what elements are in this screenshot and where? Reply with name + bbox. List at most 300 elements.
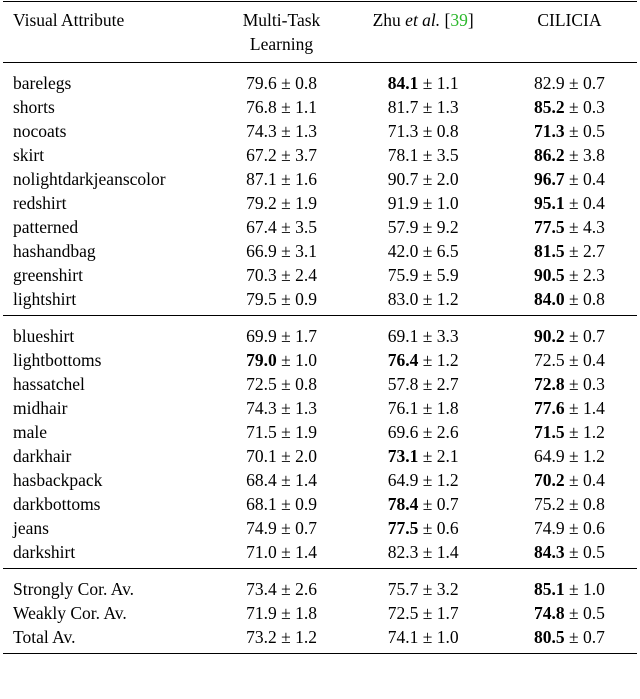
zhu-std: 1.2 xyxy=(436,289,459,309)
table-row xyxy=(3,420,637,444)
zhu-mean: 78.1 xyxy=(387,145,419,165)
averages-group xyxy=(3,569,637,654)
plus-minus: ± xyxy=(418,603,437,623)
cil-std: 3.8 xyxy=(582,145,605,165)
attribute-name: Total Av. xyxy=(13,627,76,647)
plus-minus: ± xyxy=(276,326,296,346)
mtl-mean: 66.9 xyxy=(246,241,277,261)
attribute-name: darkhair xyxy=(13,446,72,466)
cil-mean: 70.2 xyxy=(534,470,565,490)
mtl-mean: 71.9 xyxy=(246,603,277,623)
plus-minus: ± xyxy=(564,169,583,189)
mtl-mean: 74.9 xyxy=(246,518,277,538)
header-cilicia: CILICIA xyxy=(537,10,602,30)
plus-minus: ± xyxy=(564,518,583,538)
plus-minus: ± xyxy=(564,121,583,141)
plus-minus: ± xyxy=(418,169,437,189)
mtl-mean: 76.8 xyxy=(246,97,277,117)
cil-mean: 74.9 xyxy=(534,518,565,538)
mtl-std: 3.5 xyxy=(295,217,317,237)
cil-std: 0.5 xyxy=(582,542,605,562)
header-mtl-line1: Multi-Task xyxy=(242,10,321,30)
mtl-mean: 87.1 xyxy=(246,169,277,189)
plus-minus: ± xyxy=(564,73,583,93)
plus-minus: ± xyxy=(564,398,583,418)
cil-std: 0.7 xyxy=(582,627,605,647)
plus-minus: ± xyxy=(418,73,437,93)
mtl-score xyxy=(219,372,345,396)
cil-score xyxy=(502,420,637,444)
cil-std: 2.3 xyxy=(582,265,605,285)
mtl-std: 1.4 xyxy=(295,470,317,490)
table-row xyxy=(3,540,637,569)
mtl-mean: 71.0 xyxy=(246,542,277,562)
plus-minus: ± xyxy=(276,289,296,309)
plus-minus: ± xyxy=(276,494,296,514)
table-row xyxy=(3,239,637,263)
mtl-score xyxy=(219,396,345,420)
table-row xyxy=(3,396,637,420)
mtl-score xyxy=(219,95,345,119)
plus-minus: ± xyxy=(276,73,296,93)
plus-minus: ± xyxy=(418,326,437,346)
zhu-mean: 74.1 xyxy=(387,627,419,647)
attribute-name: nocoats xyxy=(13,121,67,141)
attribute-name: Strongly Cor. Av. xyxy=(13,579,135,599)
plus-minus: ± xyxy=(276,470,296,490)
cil-std: 0.7 xyxy=(582,326,605,346)
mtl-score xyxy=(219,516,345,540)
plus-minus: ± xyxy=(276,121,296,141)
plus-minus: ± xyxy=(276,518,296,538)
attribute-name: lightshirt xyxy=(13,289,77,309)
plus-minus: ± xyxy=(276,265,296,285)
mtl-std: 3.7 xyxy=(295,145,317,165)
plus-minus: ± xyxy=(276,217,296,237)
mtl-mean: 72.5 xyxy=(246,374,277,394)
plus-minus: ± xyxy=(276,169,296,189)
table-row xyxy=(3,601,637,625)
mtl-std: 1.9 xyxy=(295,422,317,442)
zhu-std: 0.7 xyxy=(436,494,459,514)
table-row xyxy=(3,263,637,287)
table-row xyxy=(3,372,637,396)
zhu-std: 3.2 xyxy=(436,579,459,599)
cil-mean: 96.7 xyxy=(534,169,565,189)
cil-std: 0.7 xyxy=(582,73,605,93)
cil-score xyxy=(502,444,637,468)
zhu-std: 1.2 xyxy=(436,470,459,490)
plus-minus: ± xyxy=(276,241,296,261)
mtl-score xyxy=(219,316,345,349)
cil-mean: 86.2 xyxy=(534,145,565,165)
cil-score xyxy=(502,516,637,540)
cil-std: 0.8 xyxy=(582,289,605,309)
cil-score xyxy=(502,239,637,263)
zhu-score xyxy=(344,492,501,516)
table-row xyxy=(3,348,637,372)
zhu-score xyxy=(344,95,501,119)
mtl-std: 0.7 xyxy=(295,518,317,538)
cil-score xyxy=(502,348,637,372)
strongly-correlated-group xyxy=(3,63,637,316)
attribute-name: blueshirt xyxy=(13,326,75,346)
cil-mean: 84.3 xyxy=(534,542,565,562)
cil-mean: 80.5 xyxy=(534,627,565,647)
header-visual-attribute: Visual Attribute xyxy=(13,10,125,30)
mtl-score xyxy=(219,215,345,239)
mtl-mean: 73.4 xyxy=(246,579,277,599)
zhu-mean: 90.7 xyxy=(387,169,419,189)
mtl-score xyxy=(219,420,345,444)
mtl-std: 1.3 xyxy=(295,121,317,141)
plus-minus: ± xyxy=(276,350,296,370)
zhu-std: 1.2 xyxy=(436,350,459,370)
plus-minus: ± xyxy=(418,627,437,647)
mtl-std: 2.6 xyxy=(295,579,317,599)
zhu-mean: 83.0 xyxy=(387,289,419,309)
cil-mean: 85.2 xyxy=(534,97,565,117)
cil-mean: 95.1 xyxy=(534,193,565,213)
cil-std: 0.8 xyxy=(582,494,605,514)
plus-minus: ± xyxy=(418,350,437,370)
header-multi-task-learning xyxy=(219,2,345,63)
zhu-mean: 72.5 xyxy=(387,603,419,623)
mtl-std: 0.8 xyxy=(295,374,317,394)
mtl-std: 0.9 xyxy=(295,494,317,514)
cil-score xyxy=(502,372,637,396)
plus-minus: ± xyxy=(418,241,437,261)
plus-minus: ± xyxy=(564,145,583,165)
zhu-std: 1.3 xyxy=(436,97,459,117)
mtl-std: 1.8 xyxy=(295,603,317,623)
zhu-mean: 75.7 xyxy=(387,579,419,599)
plus-minus: ± xyxy=(564,603,583,623)
zhu-std: 1.0 xyxy=(436,193,459,213)
plus-minus: ± xyxy=(418,374,437,394)
citation-link[interactable]: 39 xyxy=(450,10,468,30)
zhu-score xyxy=(344,348,501,372)
table-row xyxy=(3,444,637,468)
cil-score xyxy=(502,191,637,215)
table-header xyxy=(3,2,637,63)
plus-minus: ± xyxy=(276,627,296,647)
zhu-std: 2.1 xyxy=(436,446,459,466)
mtl-mean: 67.2 xyxy=(246,145,277,165)
table-row xyxy=(3,215,637,239)
attribute-name: jeans xyxy=(13,518,49,538)
plus-minus: ± xyxy=(276,579,296,599)
mtl-mean: 68.1 xyxy=(246,494,277,514)
cil-std: 1.2 xyxy=(582,446,605,466)
attribute-name: patterned xyxy=(13,217,79,237)
plus-minus: ± xyxy=(564,289,583,309)
results-table xyxy=(3,1,637,654)
zhu-std: 6.5 xyxy=(436,241,459,261)
zhu-score xyxy=(344,239,501,263)
table-row xyxy=(3,492,637,516)
mtl-std: 0.9 xyxy=(295,289,317,309)
header-zhu-etal: et al. xyxy=(405,10,441,30)
zhu-std: 2.7 xyxy=(436,374,459,394)
cil-std: 0.3 xyxy=(582,97,605,117)
table-row xyxy=(3,119,637,143)
zhu-mean: 69.6 xyxy=(387,422,419,442)
mtl-mean: 79.5 xyxy=(246,289,277,309)
zhu-std: 1.1 xyxy=(436,73,459,93)
zhu-score xyxy=(344,63,501,96)
plus-minus: ± xyxy=(276,145,296,165)
plus-minus: ± xyxy=(564,627,583,647)
plus-minus: ± xyxy=(418,542,437,562)
plus-minus: ± xyxy=(564,97,583,117)
zhu-mean: 81.7 xyxy=(387,97,419,117)
zhu-std: 2.6 xyxy=(436,422,459,442)
table-row xyxy=(3,143,637,167)
plus-minus: ± xyxy=(564,217,583,237)
mtl-std: 1.3 xyxy=(295,398,317,418)
mtl-mean: 71.5 xyxy=(246,422,277,442)
plus-minus: ± xyxy=(418,145,437,165)
cil-score xyxy=(502,569,637,602)
zhu-score xyxy=(344,396,501,420)
plus-minus: ± xyxy=(564,193,583,213)
zhu-mean: 57.8 xyxy=(387,374,419,394)
zhu-score xyxy=(344,143,501,167)
mtl-mean: 70.3 xyxy=(246,265,277,285)
cil-score xyxy=(502,263,637,287)
zhu-score xyxy=(344,516,501,540)
cil-score xyxy=(502,468,637,492)
zhu-score xyxy=(344,191,501,215)
mtl-score xyxy=(219,569,345,602)
zhu-std: 1.0 xyxy=(436,627,459,647)
zhu-score xyxy=(344,287,501,316)
plus-minus: ± xyxy=(418,422,437,442)
cil-mean: 75.2 xyxy=(534,494,565,514)
attribute-name: nolightdarkjeanscolor xyxy=(13,169,166,189)
cil-mean: 90.2 xyxy=(534,326,565,346)
attribute-name: barelegs xyxy=(13,73,72,93)
cil-mean: 84.0 xyxy=(534,289,565,309)
plus-minus: ± xyxy=(418,398,437,418)
zhu-score xyxy=(344,540,501,569)
plus-minus: ± xyxy=(564,350,583,370)
zhu-std: 0.6 xyxy=(436,518,459,538)
cil-score xyxy=(502,63,637,96)
zhu-mean: 84.1 xyxy=(387,73,419,93)
cil-mean: 74.8 xyxy=(534,603,565,623)
zhu-score xyxy=(344,119,501,143)
zhu-std: 1.7 xyxy=(436,603,459,623)
zhu-mean: 64.9 xyxy=(387,470,419,490)
mtl-score xyxy=(219,601,345,625)
plus-minus: ± xyxy=(418,289,437,309)
zhu-mean: 69.1 xyxy=(387,326,419,346)
cil-score xyxy=(502,540,637,569)
cil-std: 1.4 xyxy=(582,398,605,418)
mtl-std: 2.4 xyxy=(295,265,317,285)
zhu-mean: 75.9 xyxy=(387,265,419,285)
plus-minus: ± xyxy=(564,470,583,490)
mtl-std: 1.0 xyxy=(295,350,317,370)
mtl-score xyxy=(219,167,345,191)
zhu-score xyxy=(344,569,501,602)
attribute-name: shorts xyxy=(13,97,55,117)
mtl-mean: 68.4 xyxy=(246,470,277,490)
zhu-std: 1.4 xyxy=(436,542,459,562)
mtl-score xyxy=(219,287,345,316)
plus-minus: ± xyxy=(564,422,583,442)
cil-std: 0.4 xyxy=(582,470,605,490)
table-row xyxy=(3,516,637,540)
mtl-score xyxy=(219,625,345,654)
header-mtl-line2: Learning xyxy=(249,34,314,54)
mtl-std: 1.4 xyxy=(295,542,317,562)
plus-minus: ± xyxy=(418,193,437,213)
mtl-std: 2.0 xyxy=(295,446,317,466)
zhu-std: 9.2 xyxy=(436,217,459,237)
header-zhu-et-al xyxy=(344,2,501,63)
zhu-mean: 42.0 xyxy=(387,241,419,261)
cil-mean: 64.9 xyxy=(534,446,565,466)
cil-score xyxy=(502,95,637,119)
attribute-name: lightbottoms xyxy=(13,350,102,370)
mtl-std: 1.1 xyxy=(295,97,317,117)
mtl-mean: 79.0 xyxy=(246,350,277,370)
mtl-score xyxy=(219,63,345,96)
cil-mean: 71.3 xyxy=(534,121,565,141)
cil-mean: 77.6 xyxy=(534,398,565,418)
zhu-score xyxy=(344,468,501,492)
cil-mean: 72.5 xyxy=(534,350,565,370)
cil-std: 1.2 xyxy=(582,422,605,442)
attribute-name: hashandbag xyxy=(13,241,96,261)
cil-std: 1.0 xyxy=(582,579,605,599)
mtl-mean: 74.3 xyxy=(246,121,277,141)
mtl-score xyxy=(219,444,345,468)
cil-std: 0.6 xyxy=(582,518,605,538)
plus-minus: ± xyxy=(564,374,583,394)
table-row xyxy=(3,63,637,96)
mtl-score xyxy=(219,263,345,287)
cil-score xyxy=(502,316,637,349)
plus-minus: ± xyxy=(564,494,583,514)
plus-minus: ± xyxy=(564,265,583,285)
mtl-score xyxy=(219,191,345,215)
attribute-name: hasbackpack xyxy=(13,470,103,490)
plus-minus: ± xyxy=(564,326,583,346)
header-zhu-name: Zhu xyxy=(372,10,406,30)
plus-minus: ± xyxy=(564,542,583,562)
cil-score xyxy=(502,625,637,654)
zhu-std: 5.9 xyxy=(436,265,459,285)
mtl-score xyxy=(219,540,345,569)
cil-mean: 82.9 xyxy=(534,73,565,93)
zhu-mean: 82.3 xyxy=(387,542,419,562)
plus-minus: ± xyxy=(418,470,437,490)
zhu-mean: 91.9 xyxy=(387,193,419,213)
zhu-score xyxy=(344,420,501,444)
attribute-name: darkbottoms xyxy=(13,494,101,514)
cil-mean: 85.1 xyxy=(534,579,565,599)
mtl-mean: 73.2 xyxy=(246,627,277,647)
cil-mean: 72.8 xyxy=(534,374,565,394)
mtl-std: 1.2 xyxy=(295,627,317,647)
zhu-std: 2.0 xyxy=(436,169,459,189)
attribute-name: midhair xyxy=(13,398,68,418)
zhu-score xyxy=(344,601,501,625)
attribute-name: hassatchel xyxy=(13,374,85,394)
zhu-std: 1.8 xyxy=(436,398,459,418)
zhu-std: 3.5 xyxy=(436,145,459,165)
header-row xyxy=(3,2,637,63)
weakly-correlated-group xyxy=(3,316,637,569)
attribute-name: greenshirt xyxy=(13,265,83,285)
table-row xyxy=(3,95,637,119)
mtl-std: 1.6 xyxy=(295,169,317,189)
attribute-name: darkshirt xyxy=(13,542,76,562)
mtl-score xyxy=(219,119,345,143)
cil-score xyxy=(502,215,637,239)
cil-score xyxy=(502,167,637,191)
zhu-score xyxy=(344,215,501,239)
mtl-score xyxy=(219,239,345,263)
mtl-std: 0.8 xyxy=(295,73,317,93)
table-row xyxy=(3,191,637,215)
mtl-score xyxy=(219,348,345,372)
table-row xyxy=(3,569,637,602)
plus-minus: ± xyxy=(276,422,296,442)
zhu-std: 0.8 xyxy=(436,121,459,141)
cil-std: 0.4 xyxy=(582,169,605,189)
plus-minus: ± xyxy=(276,398,296,418)
header-cite-open: [ xyxy=(440,10,451,30)
mtl-std: 1.7 xyxy=(295,326,317,346)
plus-minus: ± xyxy=(418,494,437,514)
plus-minus: ± xyxy=(418,579,437,599)
cil-score xyxy=(502,119,637,143)
attribute-name: redshirt xyxy=(13,193,67,213)
cil-score xyxy=(502,396,637,420)
cil-score xyxy=(502,143,637,167)
cil-mean: 71.5 xyxy=(534,422,565,442)
zhu-mean: 77.5 xyxy=(387,518,419,538)
cil-score xyxy=(502,287,637,316)
table-row xyxy=(3,287,637,316)
plus-minus: ± xyxy=(418,217,437,237)
cil-std: 4.3 xyxy=(582,217,605,237)
zhu-score xyxy=(344,316,501,349)
attribute-name: skirt xyxy=(13,145,45,165)
zhu-score xyxy=(344,167,501,191)
plus-minus: ± xyxy=(276,97,296,117)
zhu-mean: 73.1 xyxy=(387,446,419,466)
zhu-mean: 71.3 xyxy=(387,121,419,141)
plus-minus: ± xyxy=(564,579,583,599)
cil-score xyxy=(502,601,637,625)
mtl-std: 1.9 xyxy=(295,193,317,213)
mtl-score xyxy=(219,492,345,516)
mtl-score xyxy=(219,143,345,167)
attribute-name: Weakly Cor. Av. xyxy=(13,603,127,623)
zhu-std: 3.3 xyxy=(436,326,459,346)
plus-minus: ± xyxy=(564,241,583,261)
mtl-score xyxy=(219,468,345,492)
mtl-mean: 70.1 xyxy=(246,446,277,466)
plus-minus: ± xyxy=(418,97,437,117)
cil-std: 0.4 xyxy=(582,193,605,213)
